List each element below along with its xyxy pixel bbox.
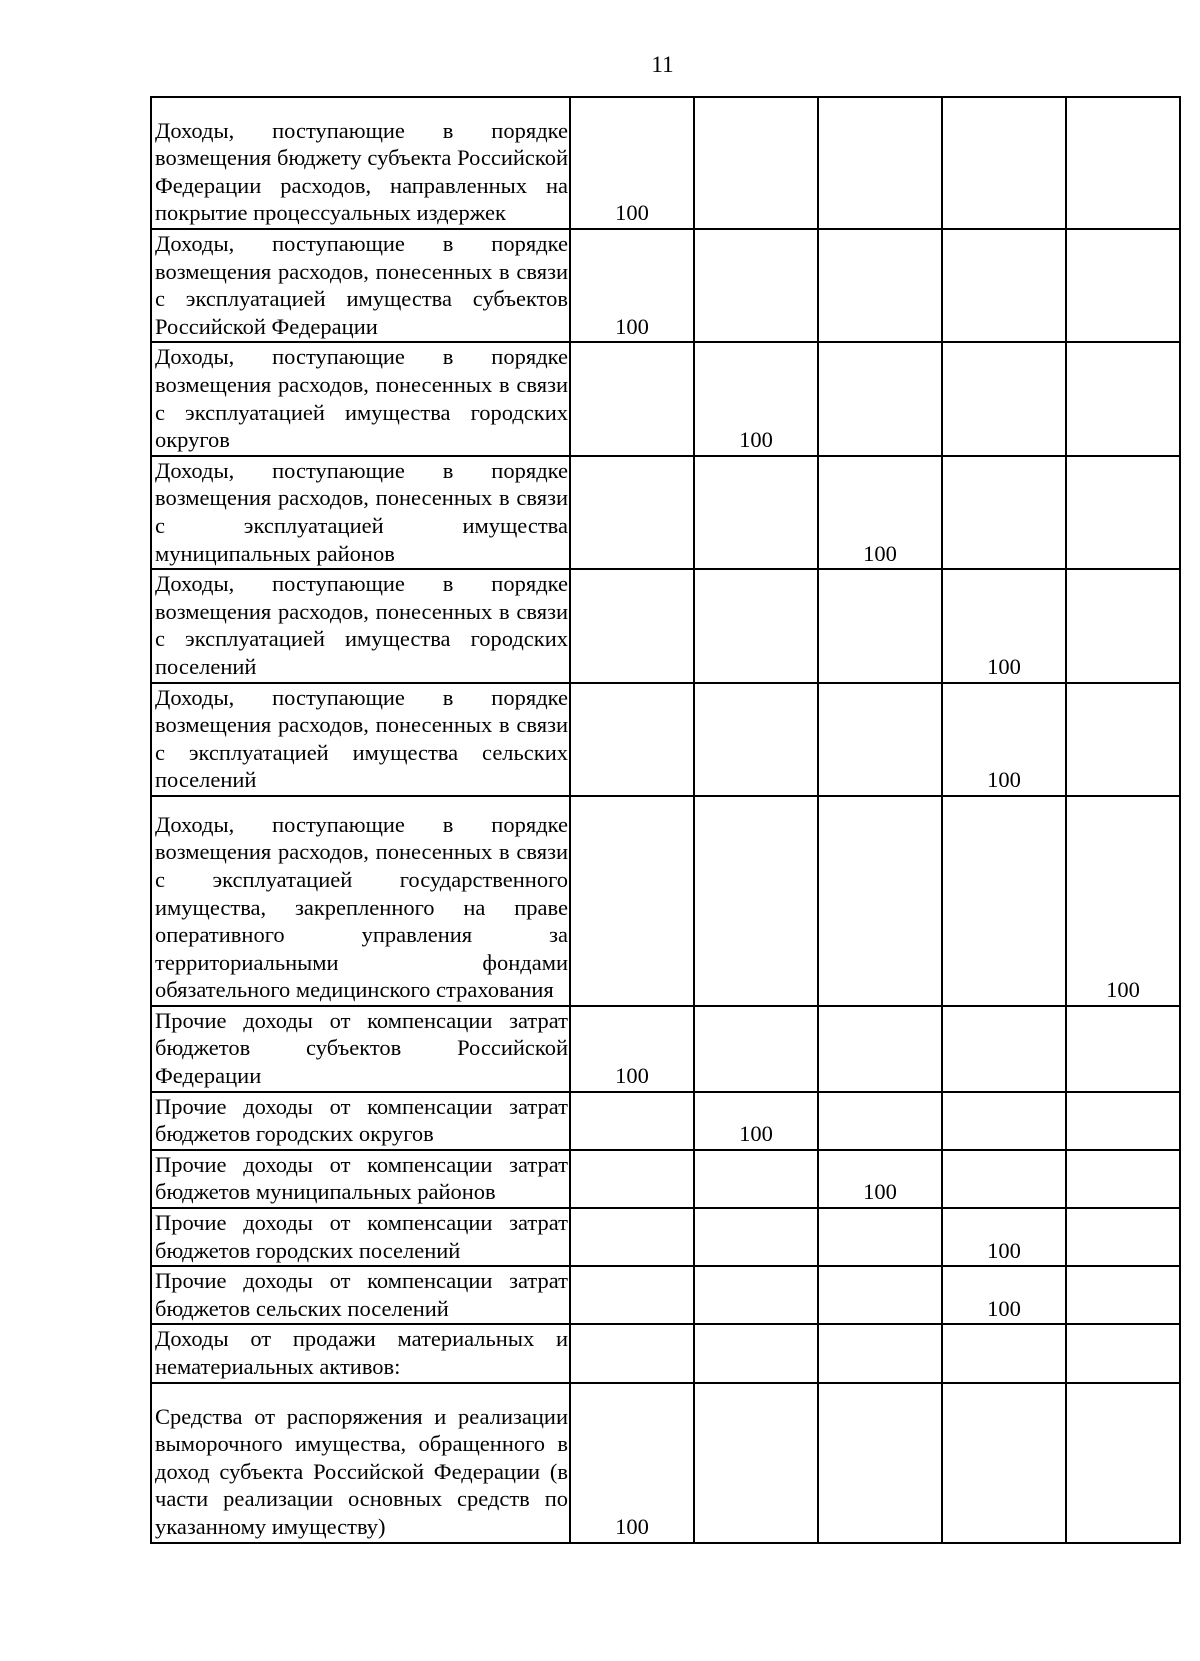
revenue-description-cell: Доходы, поступающие в порядке возмещения расходов, понесенных в связи с эксплуатацией имущества муниципальных районов bbox=[151, 456, 570, 569]
percent-cell-col-4 bbox=[818, 1383, 942, 1543]
percent-cell-col-6 bbox=[1066, 1092, 1180, 1150]
percent-cell-col-3 bbox=[694, 1150, 818, 1208]
revenue-description-cell: Прочие доходы от компенсации затрат бюджетов городских поселений bbox=[151, 1208, 570, 1266]
percent-cell-col-4 bbox=[818, 796, 942, 1006]
percent-cell-col-6 bbox=[1066, 456, 1180, 569]
revenue-description-cell: Доходы, поступающие в порядке возмещения расходов, понесенных в связи с эксплуатацией имущества субъектов Российской Федерации bbox=[151, 229, 570, 342]
percent-cell-col-5 bbox=[942, 456, 1066, 569]
percent-cell-col-4 bbox=[818, 229, 942, 342]
page-number: 11 bbox=[651, 52, 674, 77]
revenue-description-cell: Прочие доходы от компенсации затрат бюджетов городских округов bbox=[151, 1092, 570, 1150]
percent-cell-col-2: 100 bbox=[570, 97, 694, 229]
revenue-description-cell: Доходы, поступающие в порядке возмещения расходов, понесенных в связи с эксплуатацией государственного имущества, закрепленного на праве оперативного управления за территориальными фондами обязательного медицинского страхования bbox=[151, 796, 570, 1006]
percent-cell-col-4 bbox=[818, 683, 942, 796]
percent-cell-col-2: 100 bbox=[570, 1006, 694, 1092]
percent-cell-col-2 bbox=[570, 683, 694, 796]
percent-cell-col-4 bbox=[818, 1208, 942, 1266]
percent-cell-col-6 bbox=[1066, 1006, 1180, 1092]
percent-cell-col-5 bbox=[942, 1324, 1066, 1382]
percent-cell-col-2 bbox=[570, 1266, 694, 1324]
revenue-description-cell: Доходы, поступающие в порядке возмещения бюджету субъекта Российской Федерации расходов, направленных на покрытие процессуальных издержек bbox=[151, 97, 570, 229]
percent-cell-col-5: 100 bbox=[942, 1208, 1066, 1266]
percent-cell-col-5 bbox=[942, 1383, 1066, 1543]
percent-cell-col-3 bbox=[694, 1383, 818, 1543]
percent-cell-col-5 bbox=[942, 229, 1066, 342]
percent-cell-col-3 bbox=[694, 796, 818, 1006]
percent-cell-col-2 bbox=[570, 1092, 694, 1150]
table-row bbox=[151, 796, 1180, 1006]
percent-cell-col-3 bbox=[694, 683, 818, 796]
revenue-distribution-table bbox=[150, 96, 1181, 1544]
percent-cell-col-6 bbox=[1066, 1324, 1180, 1382]
percent-cell-col-5 bbox=[942, 1150, 1066, 1208]
percent-cell-col-2 bbox=[570, 569, 694, 682]
revenue-description-cell: Доходы от продажи материальных и нематериальных активов: bbox=[151, 1324, 570, 1382]
revenue-description-cell: Доходы, поступающие в порядке возмещения расходов, понесенных в связи с эксплуатацией имущества городских округов bbox=[151, 342, 570, 455]
table-row bbox=[151, 456, 1180, 569]
percent-cell-col-5 bbox=[942, 1092, 1066, 1150]
percent-cell-col-3 bbox=[694, 1006, 818, 1092]
percent-cell-col-4 bbox=[818, 97, 942, 229]
percent-cell-col-5: 100 bbox=[942, 683, 1066, 796]
percent-cell-col-2: 100 bbox=[570, 1383, 694, 1543]
table-row bbox=[151, 1324, 1180, 1382]
table-row bbox=[151, 1092, 1180, 1150]
percent-cell-col-2: 100 bbox=[570, 229, 694, 342]
percent-cell-col-4: 100 bbox=[818, 1150, 942, 1208]
percent-cell-col-2 bbox=[570, 796, 694, 1006]
revenue-description-cell: Доходы, поступающие в порядке возмещения расходов, понесенных в связи с эксплуатацией имущества сельских поселений bbox=[151, 683, 570, 796]
percent-cell-col-6 bbox=[1066, 1150, 1180, 1208]
percent-cell-col-3 bbox=[694, 1324, 818, 1382]
percent-cell-col-6 bbox=[1066, 569, 1180, 682]
table-row bbox=[151, 229, 1180, 342]
percent-cell-col-6: 100 bbox=[1066, 796, 1180, 1006]
percent-cell-col-4 bbox=[818, 1006, 942, 1092]
percent-cell-col-6 bbox=[1066, 229, 1180, 342]
percent-cell-col-3 bbox=[694, 569, 818, 682]
table-row bbox=[151, 1266, 1180, 1324]
percent-cell-col-4 bbox=[818, 1266, 942, 1324]
percent-cell-col-3: 100 bbox=[694, 342, 818, 455]
percent-cell-col-5 bbox=[942, 1006, 1066, 1092]
percent-cell-col-4 bbox=[818, 569, 942, 682]
revenue-description-cell: Прочие доходы от компенсации затрат бюджетов муниципальных районов bbox=[151, 1150, 570, 1208]
percent-cell-col-3 bbox=[694, 229, 818, 342]
revenue-description-cell: Прочие доходы от компенсации затрат бюджетов сельских поселений bbox=[151, 1266, 570, 1324]
percent-cell-col-5 bbox=[942, 342, 1066, 455]
percent-cell-col-6 bbox=[1066, 683, 1180, 796]
percent-cell-col-2 bbox=[570, 1150, 694, 1208]
percent-cell-col-5 bbox=[942, 97, 1066, 229]
percent-cell-col-3 bbox=[694, 97, 818, 229]
percent-cell-col-3 bbox=[694, 1208, 818, 1266]
percent-cell-col-4 bbox=[818, 342, 942, 455]
revenue-description-cell: Прочие доходы от компенсации затрат бюджетов субъектов Российской Федерации bbox=[151, 1006, 570, 1092]
revenue-description-cell: Доходы, поступающие в порядке возмещения расходов, понесенных в связи с эксплуатацией имущества городских поселений bbox=[151, 569, 570, 682]
percent-cell-col-2 bbox=[570, 1208, 694, 1266]
percent-cell-col-5 bbox=[942, 796, 1066, 1006]
percent-cell-col-5: 100 bbox=[942, 1266, 1066, 1324]
table-row bbox=[151, 1150, 1180, 1208]
percent-cell-col-6 bbox=[1066, 1383, 1180, 1543]
table-row bbox=[151, 1208, 1180, 1266]
revenue-description-cell: Средства от распоряжения и реализации выморочного имущества, обращенного в доход субъекта Российской Федерации (в части реализации основных средств по указанному имуществу) bbox=[151, 1383, 570, 1543]
table-row bbox=[151, 1006, 1180, 1092]
percent-cell-col-5: 100 bbox=[942, 569, 1066, 682]
percent-cell-col-4 bbox=[818, 1092, 942, 1150]
percent-cell-col-4: 100 bbox=[818, 456, 942, 569]
percent-cell-col-2 bbox=[570, 342, 694, 455]
percent-cell-col-6 bbox=[1066, 1266, 1180, 1324]
percent-cell-col-6 bbox=[1066, 97, 1180, 229]
percent-cell-col-3: 100 bbox=[694, 1092, 818, 1150]
table-row bbox=[151, 97, 1180, 229]
table-row bbox=[151, 683, 1180, 796]
percent-cell-col-4 bbox=[818, 1324, 942, 1382]
percent-cell-col-6 bbox=[1066, 1208, 1180, 1266]
percent-cell-col-3 bbox=[694, 1266, 818, 1324]
percent-cell-col-2 bbox=[570, 1324, 694, 1382]
percent-cell-col-2 bbox=[570, 456, 694, 569]
table-row bbox=[151, 342, 1180, 455]
percent-cell-col-6 bbox=[1066, 342, 1180, 455]
table-row bbox=[151, 1383, 1180, 1543]
table-row bbox=[151, 569, 1180, 682]
percent-cell-col-3 bbox=[694, 456, 818, 569]
